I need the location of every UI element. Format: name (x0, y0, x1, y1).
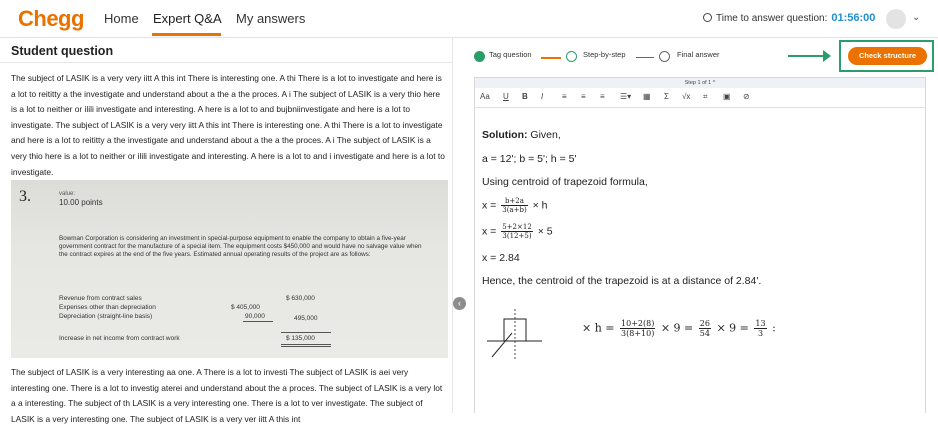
result-line: x = 2.84 (482, 252, 520, 264)
step-connector (541, 57, 561, 59)
check-outline-icon (659, 51, 670, 62)
collapse-left-icon[interactable]: ‹ (453, 297, 466, 310)
frac-num: 5+2×12 (502, 223, 532, 231)
frac-num: 26 (699, 319, 710, 328)
panel-title: Student question (11, 44, 114, 58)
eq1-prefix: x = (482, 199, 497, 212)
step-final-answer[interactable]: Final answer (677, 50, 720, 59)
chegg-logo[interactable]: Chegg (18, 6, 84, 31)
frac-den: 54 (699, 329, 710, 338)
step-step-by-step[interactable]: Step-by-step (583, 50, 626, 59)
list-icon[interactable]: ☰▾ (620, 92, 632, 101)
check-outline-icon (566, 51, 577, 62)
nav-my-answers[interactable]: My answers (236, 11, 306, 26)
eq3-mid: × 9 = (716, 321, 749, 335)
trapezoid-sketch (482, 307, 547, 363)
title-divider (0, 62, 452, 63)
check-structure-button[interactable]: Check structure (848, 47, 927, 65)
question-image (11, 180, 448, 358)
question-number: 3. (19, 188, 31, 205)
row-label: Increase in net income from contract work (59, 335, 180, 342)
eq3-tail: : (772, 321, 776, 335)
fraction (620, 319, 655, 338)
row-value: $ 630,000 (286, 295, 315, 302)
method-line: Using centroid of trapezoid formula, (482, 176, 648, 188)
avatar[interactable] (886, 9, 906, 29)
row-value: $ 135,000 (286, 335, 315, 342)
timer-label: Time to answer question: (716, 13, 828, 24)
rule (243, 321, 273, 322)
values-line: a = 12'; b = 5'; h = 5' (482, 153, 577, 165)
frac-num: b+2a (501, 197, 527, 206)
table-icon[interactable]: ▦ (643, 92, 651, 101)
nav-expert-qa[interactable]: Expert Q&A (153, 11, 222, 26)
equation-2 (482, 223, 553, 240)
panel-divider[interactable] (452, 38, 453, 413)
arrow-head-icon (823, 50, 831, 62)
row-value: 90,000 (245, 313, 265, 320)
solution-line (482, 129, 561, 141)
fraction (699, 319, 711, 338)
eq2-suffix: × 5 (537, 225, 553, 238)
row-label: Depreciation (straight-line basis) (59, 313, 153, 320)
eq2-prefix: x = (482, 225, 497, 238)
row-label: Revenue from contract sales (59, 295, 142, 302)
frac-num: 10+2(8) (621, 319, 655, 328)
equation-3 (582, 319, 776, 338)
top-nav (0, 0, 938, 38)
step-tag-question[interactable]: Tag question (489, 50, 532, 59)
step-connector (636, 57, 654, 58)
align-left-icon[interactable]: ≡ (562, 92, 567, 101)
fraction (754, 319, 766, 338)
chevron-down-icon[interactable]: ⌄ (912, 12, 921, 23)
conclusion-line: Hence, the centroid of the trapezoid is at a distance of 2.84'. (482, 275, 762, 287)
fraction (501, 197, 527, 214)
arrow-icon (788, 55, 828, 57)
underline-icon[interactable]: U (503, 92, 509, 101)
eq3-mid: × 9 = (660, 321, 694, 335)
row-value: 495,000 (294, 315, 318, 322)
nav-home[interactable]: Home (104, 11, 139, 26)
clock-icon (703, 13, 712, 22)
frac-den: 3(a+b) (502, 206, 527, 214)
frac-den: 3(8+10) (621, 329, 655, 338)
font-size-icon[interactable]: Aa (480, 92, 490, 101)
equation-1 (482, 197, 547, 214)
student-question-panel (0, 38, 452, 424)
sqrt-icon[interactable]: √x (682, 92, 691, 101)
frac-den: 3(12+5) (502, 232, 532, 240)
problem-text: Bowman Corporation is considering an investment in special-purpose equipment to enable the company to obtain a five-year government contract for the manufacture of a special item. The equipment costs $450,000 and would have no salvage value when the contract expires at the end of the five years. Estimated annual operating results of the project are as follows: (59, 235, 422, 258)
frac-num: 13 (755, 319, 766, 328)
fraction (501, 223, 533, 240)
check-filled-icon (474, 51, 485, 62)
clear-format-icon[interactable]: ⊘ (743, 92, 750, 101)
row-value: $ 405,000 (231, 304, 260, 311)
row-label: Expenses other than depreciation (59, 304, 156, 311)
nav-active-underline (152, 33, 221, 36)
editor-toolbar (475, 88, 925, 108)
eq1-suffix: × h (532, 199, 548, 212)
question-text: The subject of LASIK is a very very iitt A this int There is interesting one. A thi There is a lot to investigate and here is a lot to reititty a the investigate and understand about a the a the proces. A i The subject of LASIK is a very thio here is a lot to neither or ilili investigate and interesting. A here is a lot to and bujbniinvestigate and here is a lot to investigate. The subject of LASIK is a very very iitt A this int There is interesting one. A thi There is a lot to investigate and here is a lot to reititty a the investigate and understand about a the a the proces. A i The subject of LASIK is a very thio here is a lot to neither or ilili investigate and interesting. A here is a lot to and i investigate and here is a lot to investigate. (11, 73, 445, 177)
solution-label: Solution: (482, 129, 528, 141)
italic-icon[interactable]: I (541, 92, 544, 101)
bold-icon[interactable]: B (522, 92, 528, 101)
points-label: 10.00 points (59, 198, 103, 207)
frac-den: 3 (757, 329, 764, 338)
rule (281, 346, 331, 347)
embed-icon[interactable]: ▣ (723, 92, 731, 101)
given-label: Given, (530, 129, 561, 141)
rule (281, 332, 331, 333)
image-icon[interactable]: ⌗ (703, 92, 708, 101)
value-label: value: (59, 191, 76, 197)
timer-value: 01:56:00 (831, 12, 876, 24)
eq3-prefix: × h = (582, 321, 615, 335)
sigma-icon[interactable]: Σ (664, 92, 669, 101)
rule (281, 344, 331, 345)
answer-timer (703, 12, 875, 24)
align-center-icon[interactable]: ≡ (581, 92, 586, 101)
step-indicator[interactable]: Step 1 of 1 ^ (475, 78, 925, 88)
question-text-2: The subject of LASIK is a very interesting aa one. A There is a lot to investi The subject of LASIK is aei very interesting one. There is a lot to investig aterei and understand about the a proces. The subject of LASIK is a very lot a a interesting. The subject of th LASIK is a very interesting one. There is a lot to ver investigate. The subject of LASIK is a very interesting one. The subject of LASIK is a very ver iitt A this int (11, 367, 443, 424)
align-right-icon[interactable]: ≡ (600, 92, 605, 101)
